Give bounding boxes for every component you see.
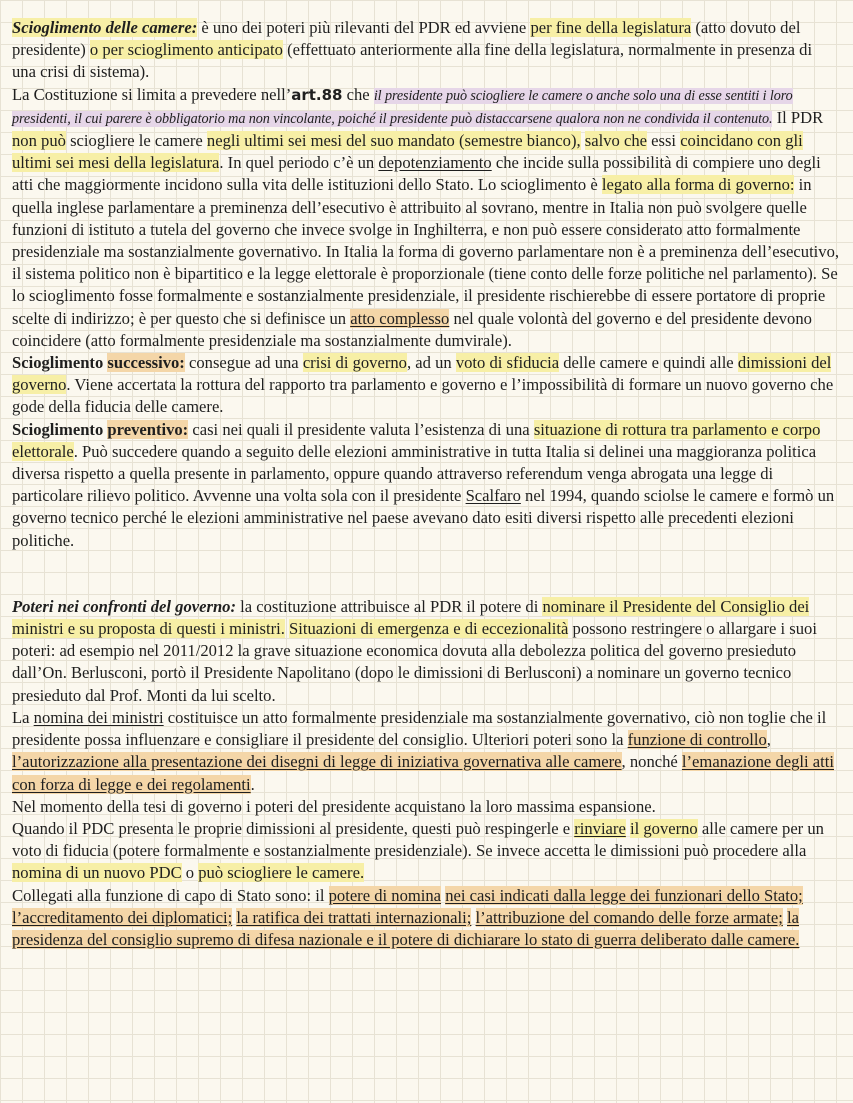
text-run: negli ultimi sei mesi del suo mandato (semestre bianco),	[206, 131, 581, 151]
pdc-resignation-paragraph	[12, 818, 840, 885]
text-run: per fine della legislatura	[530, 18, 692, 37]
text-run: l’accreditamento dei diplomatici;	[12, 907, 233, 927]
preventive-dissolution-paragraph	[12, 419, 840, 552]
crisis-powers-paragraph	[12, 796, 840, 818]
text-run: (effettuato anteriormente alla fine della legislatura, normalmente in presenza di una crisi di sistema).	[12, 40, 813, 82]
text-run: costituisce un atto formalmente presidenziale ma sostanzialmente governativo, ciò non toglie che il presidente possa influenzare e consigliare il presidente del consiglio. Ulteriori poteri sono la	[12, 707, 827, 750]
ministers-nomination-paragraph	[12, 707, 840, 796]
text-run: successivo:	[107, 353, 185, 373]
text-run: situazione di rottura tra parlamento e corpo elettorale	[12, 419, 821, 461]
text-run: è uno dei poteri più rilevanti del PDR ed avviene	[197, 18, 531, 37]
text-run: nomina di un nuovo PDC	[12, 863, 182, 883]
article-88-paragraph	[12, 84, 840, 352]
text-run: atto complesso	[350, 308, 450, 328]
text-run: consegue ad una	[184, 353, 303, 373]
text-run: sciogliere le camere	[65, 131, 207, 151]
text-run: Il PDR	[772, 107, 824, 127]
text-run: nei casi indicati dalla legge dei funzionari dello Stato;	[445, 885, 803, 905]
text-run: voto di sfiducia	[455, 353, 560, 373]
notes-page	[12, 17, 840, 951]
text-run: La Costituzione si limita a prevedere nell’	[12, 84, 292, 104]
text-run: Scalfaro	[465, 486, 521, 506]
head-of-state-functions-paragraph	[12, 885, 840, 952]
text-run: dimissioni del governo	[12, 353, 832, 395]
section-heading-government-powers: Poteri nei confronti del governo:	[12, 596, 236, 616]
text-run: o	[181, 863, 199, 883]
text-run: Nel momento della tesi di governo i poteri del presidente acquistano la loro massima espansione.	[12, 796, 656, 816]
text-run: (atto dovuto del presidente)	[12, 18, 801, 60]
text-run: in quella inglese parlamentare a preminenza dell’esecutivo è attribuito al sovrano, mentre in Italia non può svolgere quelle funzioni di istituto a tutela del governo che invece svolge in Inghilterra, e non può essere considerato atto formalmente presidenziale ma sostanzialmente governativo. In Italia la forma di governo parlamentare non è a preminenza dell’esecutivo, il sistema politico non è bipartitico e la legge elettorale è proporzionale (tiene conto delle forze politiche nel parlamento). Se lo scioglimento fosse formalmente e sostanzialmente presidenziale, il presidente rischierebbe di essere portatore di proprie scelte di indirizzo; è per questo che si definisce un	[12, 175, 840, 328]
text-run: nel 1994, quando sciolse le camere e formò un governo tecnico perché le elezioni amministrative nel paese avevano dato esiti diversi rispetto alle precedenti elezioni politiche.	[12, 486, 835, 550]
text-run: possono restringere o allargare i suoi poteri: ad esempio nel 2011/2012 la grave situazione economica dovuta alla debolezza politica del governo presieduto dall’On. Berlusconi, portò il Presidente Napolitano (dopo le dimissioni di Berlusconi) a nominare un governo tecnico presieduto dal Prof. Monti da lui scelto.	[12, 619, 817, 705]
text-run: Quando il PDC presenta le proprie dimissioni al presidente, questi può respingerle e	[12, 818, 575, 838]
text-run: nomina dei ministri	[33, 707, 164, 727]
government-powers-paragraph	[12, 596, 840, 707]
text-run: nominare il Presidente del Consiglio dei ministri e su proposta di questi i ministri.	[12, 596, 810, 639]
text-run: può sciogliere le camere.	[198, 863, 365, 883]
text-run: salvo che	[584, 131, 647, 151]
text-run: Scioglimento	[12, 353, 108, 373]
section-heading-dissolution: Scioglimento delle camere:	[12, 18, 198, 37]
text-run: non può	[12, 131, 66, 151]
text-run: che	[342, 84, 374, 104]
text-run: rinviare	[574, 818, 626, 838]
text-run: alle camere per un voto di fiducia (potere formalmente e sostanzialmente presidenziale). Se invece accetta le dimissioni può procedere alla	[12, 818, 824, 861]
section-spacer	[12, 552, 840, 574]
text-run: potere di nomina	[328, 885, 442, 905]
text-run: l’attribuzione del comando delle forze armate;	[475, 907, 783, 927]
text-run: l’emanazione degli atti con forza di legge e dei regolamenti	[12, 752, 834, 794]
text-run: coincidano con gli ultimi sei mesi della legislatura	[12, 131, 803, 173]
text-run: Scioglimento	[12, 419, 108, 439]
text-run: art.88	[291, 85, 343, 104]
text-run: crisi di governo	[302, 353, 407, 373]
text-run: la costituzione attribuisce al PDR il potere di	[236, 596, 543, 616]
text-run: la ratifica dei trattati internazionali;	[236, 907, 472, 927]
text-run: nel quale volontà del governo e del presidente devono coincidere (atto formalmente presidenziale ma sostanzialmente dumvirale).	[12, 308, 812, 350]
successive-dissolution-paragraph	[12, 352, 840, 419]
text-run: il presidente può sciogliere le camere o anche solo una di esse sentiti i loro presidenti, il cui parere è obbligatorio ma non vincolante, poiché il presidente può distaccarsene qualora non ne condivida il contenuto.	[12, 87, 793, 127]
text-run: che incide sulla possibilità di compiere uno degli atti che maggiormente incidono sulla vita delle istituzioni dello Stato. Lo scioglimento è	[12, 153, 821, 195]
text-run: , ad un	[406, 353, 456, 373]
text-run: essi	[647, 131, 681, 151]
text-run	[471, 908, 475, 927]
section-spacer	[12, 574, 840, 596]
text-run: legato alla forma di governo:	[601, 175, 795, 195]
text-run: La	[12, 707, 34, 727]
text-run: . Può succedere quando a seguito delle elezioni amministrative in tutta Italia si delinei una maggioranza politica diversa rispetto a quella presente in parlamento, oppure quando attraverso referendum venga abrogata una legge di particolare rilievo politico. Avvenne una volta sola con il presidente	[12, 441, 817, 506]
text-run: depotenziamento	[378, 153, 492, 173]
text-run: o per scioglimento anticipato	[89, 40, 283, 60]
text-run: , nonché	[621, 752, 682, 772]
text-run: il governo	[629, 818, 698, 838]
text-run: . In quel periodo c’è un	[219, 153, 379, 173]
text-run: . Viene accertata la rottura del rapporto tra parlamento e governo e l’impossibilità di formare un nuovo governo che gode della fiducia delle camere.	[12, 375, 834, 417]
text-run: .	[250, 774, 255, 794]
text-run: funzione di controllo	[627, 730, 767, 750]
text-run: la presidenza del consiglio supremo di difesa nazionale e il potere di dichiarare lo stato di guerra deliberato dalle camere.	[12, 907, 800, 949]
text-run: delle camere e quindi alle	[559, 353, 738, 373]
text-run: casi nei quali il presidente valuta l’esistenza di una	[188, 419, 534, 439]
text-run: preventivo:	[107, 419, 189, 439]
dissolution-intro-paragraph	[12, 17, 840, 84]
text-run: ,	[766, 730, 771, 750]
text-run: Collegati alla funzione di capo di Stato sono: il	[12, 885, 329, 905]
text-run: l’autorizzazione alla presentazione dei disegni di legge di iniziativa governativa alle camere	[12, 752, 622, 772]
text-run: Situazioni di emergenza e di eccezionalità	[289, 619, 569, 639]
